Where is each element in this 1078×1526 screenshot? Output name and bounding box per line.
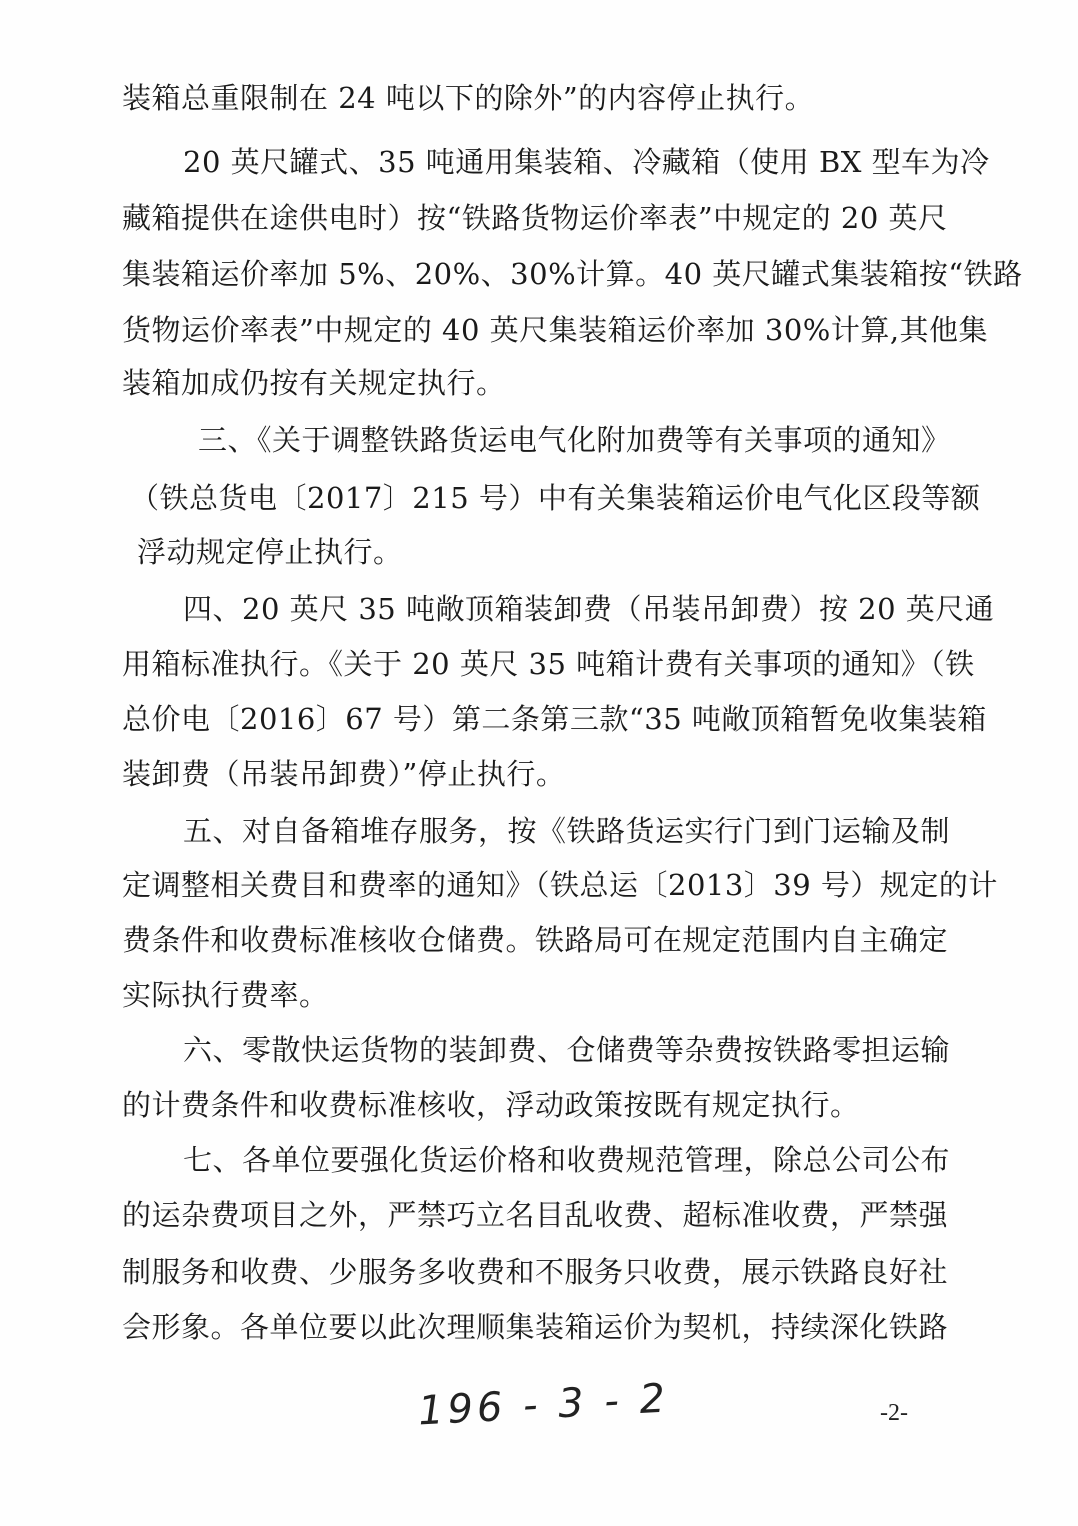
text-line: 的计费条件和收费标准核收，浮动政策按既有规定执行。 (122, 1088, 860, 1122)
text-line: 20 英尺罐式、35 吨通用集装箱、冷藏箱（使用 BX 型车为冷 (183, 145, 990, 179)
text-line: 四、20 英尺 35 吨敞顶箱装卸费（吊装吊卸费）按 20 英尺通 (183, 592, 995, 626)
page-number: -2- (880, 1400, 908, 1426)
handwritten-note: 196 - 3 - 2 (416, 1375, 671, 1435)
text-line: 藏箱提供在途供电时）按“铁路货物运价率表”中规定的 20 英尺 (122, 201, 948, 235)
text-line: 货物运价率表”中规定的 40 英尺集装箱运价率加 30%计算,其他集 (122, 313, 989, 347)
text-line: 装卸费（吊装吊卸费）”停止执行。 (122, 757, 566, 791)
text-line: 的运杂费项目之外，严禁巧立名目乱收费、超标准收费，严禁强 (122, 1198, 949, 1232)
text-line: 实际执行费率。 (122, 978, 329, 1012)
text-line: 总价电〔2016〕67 号）第二条第三款“35 吨敞顶箱暂免收集装箱 (122, 702, 987, 736)
text-line: 六、零散快运货物的装卸费、仓储费等杂费按铁路零担运输 (183, 1033, 951, 1067)
text-line: 五、对自备箱堆存服务，按《铁路货运实行门到门运输及制 (183, 814, 951, 848)
text-line: 七、各单位要强化货运价格和收费规范管理，除总公司公布 (183, 1143, 951, 1177)
text-line: 制服务和收费、少服务多收费和不服务只收费，展示铁路良好社 (122, 1255, 949, 1289)
text-line: 装箱总重限制在 24 吨以下的除外”的内容停止执行。 (122, 81, 815, 115)
text-line: 集装箱运价率加 5%、20%、30%计算。40 英尺罐式集装箱按“铁路 (122, 257, 1023, 291)
text-line: 浮动规定停止执行。 (137, 535, 403, 569)
text-line: 用箱标准执行。《关于 20 英尺 35 吨箱计费有关事项的通知》（铁 (122, 647, 975, 681)
text-line: 三、《关于调整铁路货运电气化附加费等有关事项的通知》 (198, 423, 951, 457)
text-line: 定调整相关费目和费率的通知》（铁总运〔2013〕39 号）规定的计 (122, 868, 998, 902)
text-line: 会形象。各单位要以此次理顺集装箱运价为契机，持续深化铁路 (122, 1310, 949, 1344)
text-line: 费条件和收费标准核收仓储费。铁路局可在规定范围内自主确定 (122, 923, 949, 957)
text-line: （铁总货电〔2017〕215 号）中有关集装箱运价电气化区段等额 (130, 481, 981, 515)
text-line: 装箱加成仍按有关规定执行。 (122, 366, 506, 400)
